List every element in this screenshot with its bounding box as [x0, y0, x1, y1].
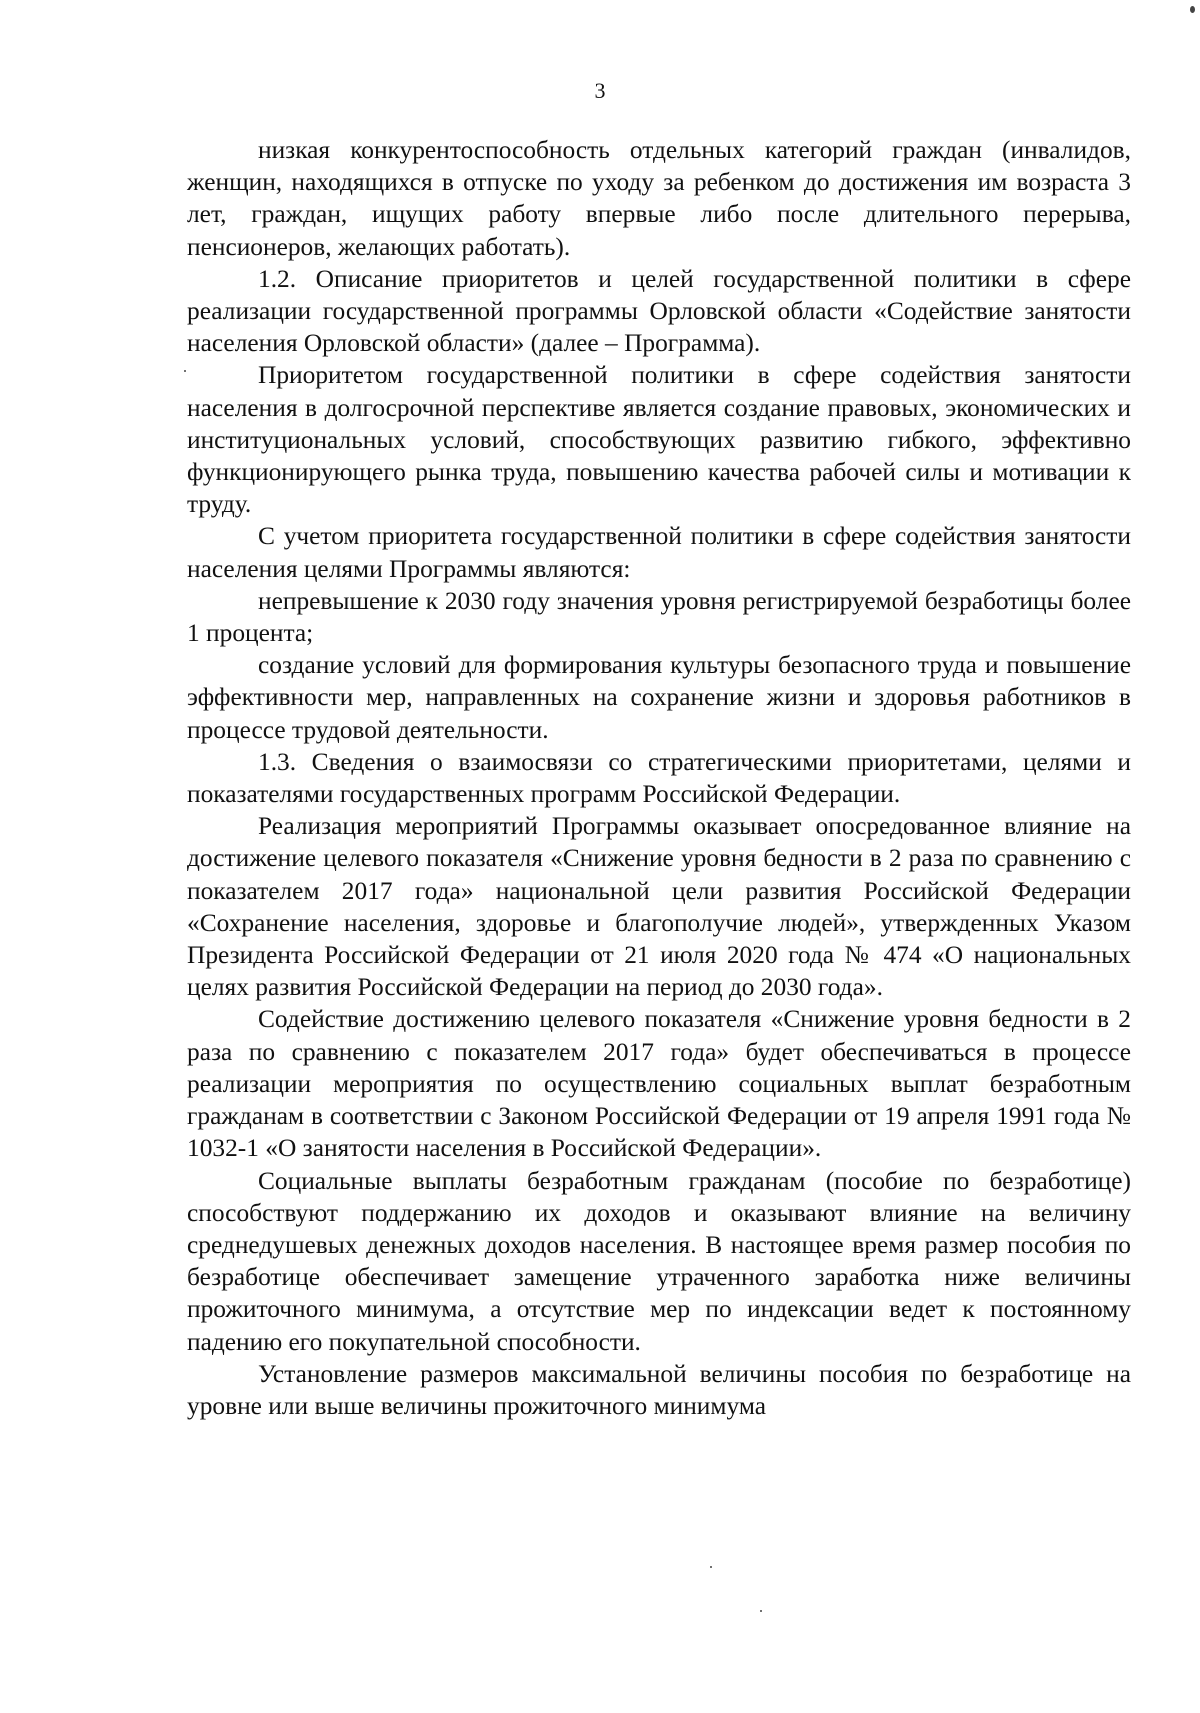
scan-speck [760, 1610, 762, 1612]
scan-speck [1190, 6, 1195, 13]
paragraph-program-goals-intro: С учетом приоритета государственной политики в сфере содействия занятости населения целями Программы являются: [187, 522, 1131, 583]
scan-speck [710, 1566, 712, 1568]
paragraph-benefit-levels: Установление размеров максимальной величины пособия по безработице на уровне или выше величины прожиточного минимума [187, 1359, 1131, 1420]
page-number: 3 [594, 78, 606, 103]
paragraph-poverty-measures: Содействие достижению целевого показателя «Снижение уровня бедности в 2 раза по сравнению с показателем 2017 года» будет обеспечиваться в процессе реализации мероприятия по осуществлению социальных выплат безработным гражданам в соответствии с Законом Российской Федерации от 19 апреля 1991 года № 1032-1 «О занятости населения в Российской Федерации». [187, 1005, 1131, 1163]
document-body [187, 134, 1131, 1422]
paragraph-goal-unemployment: непревышение к 2030 году значения уровня регистрируемой безработицы более 1 процента; [187, 586, 1131, 648]
paragraph-goal-safe-labor: создание условий для формирования культуры безопасного труда и повышение эффективности мер, направленных на сохранение жизни и здоровья работников в процессе трудовой деятельности. [187, 651, 1131, 744]
paragraph-social-payments: Социальные выплаты безработным гражданам (пособие по безработице) способствуют поддержанию их доходов и оказывают влияние на величину среднедушевых денежных доходов населения. В настоящее время размер пособия по безработице обеспечивает замещение утраченного заработка ниже величины прожиточного минимума, а отсутствие мер по индексации ведет к постоянному падению его покупательной способности. [187, 1166, 1131, 1356]
paragraph-policy-priority: Приоритетом государственной политики в сфере содействия занятости населения в долгосрочной перспективе является создание правовых, экономических и институциональных условий, способствующих развитию гибкого, эффективно функционирующего рынка труда, повышению качества рабочей силы и мотивации к труду. [187, 361, 1131, 519]
paragraph-section-1-3: 1.3. Сведения о взаимосвязи со стратегическими приоритетами, целями и показателями государственных программ Российской Федерации. [187, 747, 1131, 809]
paragraph-poverty-impact: Реализация мероприятий Программы оказывает опосредованное влияние на достижение целевого показателя «Снижение уровня бедности в 2 раза по сравнению с показателем 2017 года» национальной цели развития Российской Федерации «Сохранение населения, здоровье и благополучие людей», утвержденных Указом Президента Российской Федерации от 21 июля 2020 года № 474 «О национальных целях развития Российской Федерации на период до 2030 года». [187, 812, 1131, 1002]
paragraph-low-competitiveness: низкая конкурентоспособность отдельных категорий граждан (инвалидов, женщин, находящихся в отпуске по уходу за ребенком до достижения им возраста 3 лет, граждан, ищущих работу впервые либо после длительного перерыва, пенсионеров, желающих работать). [187, 136, 1131, 261]
scan-speck [184, 370, 186, 372]
paragraph-section-1-2: 1.2. Описание приоритетов и целей государственной политики в сфере реализации государственной программы Орловской области «Содействие занятости населения Орловской области» (далее – Программа). [187, 264, 1131, 358]
